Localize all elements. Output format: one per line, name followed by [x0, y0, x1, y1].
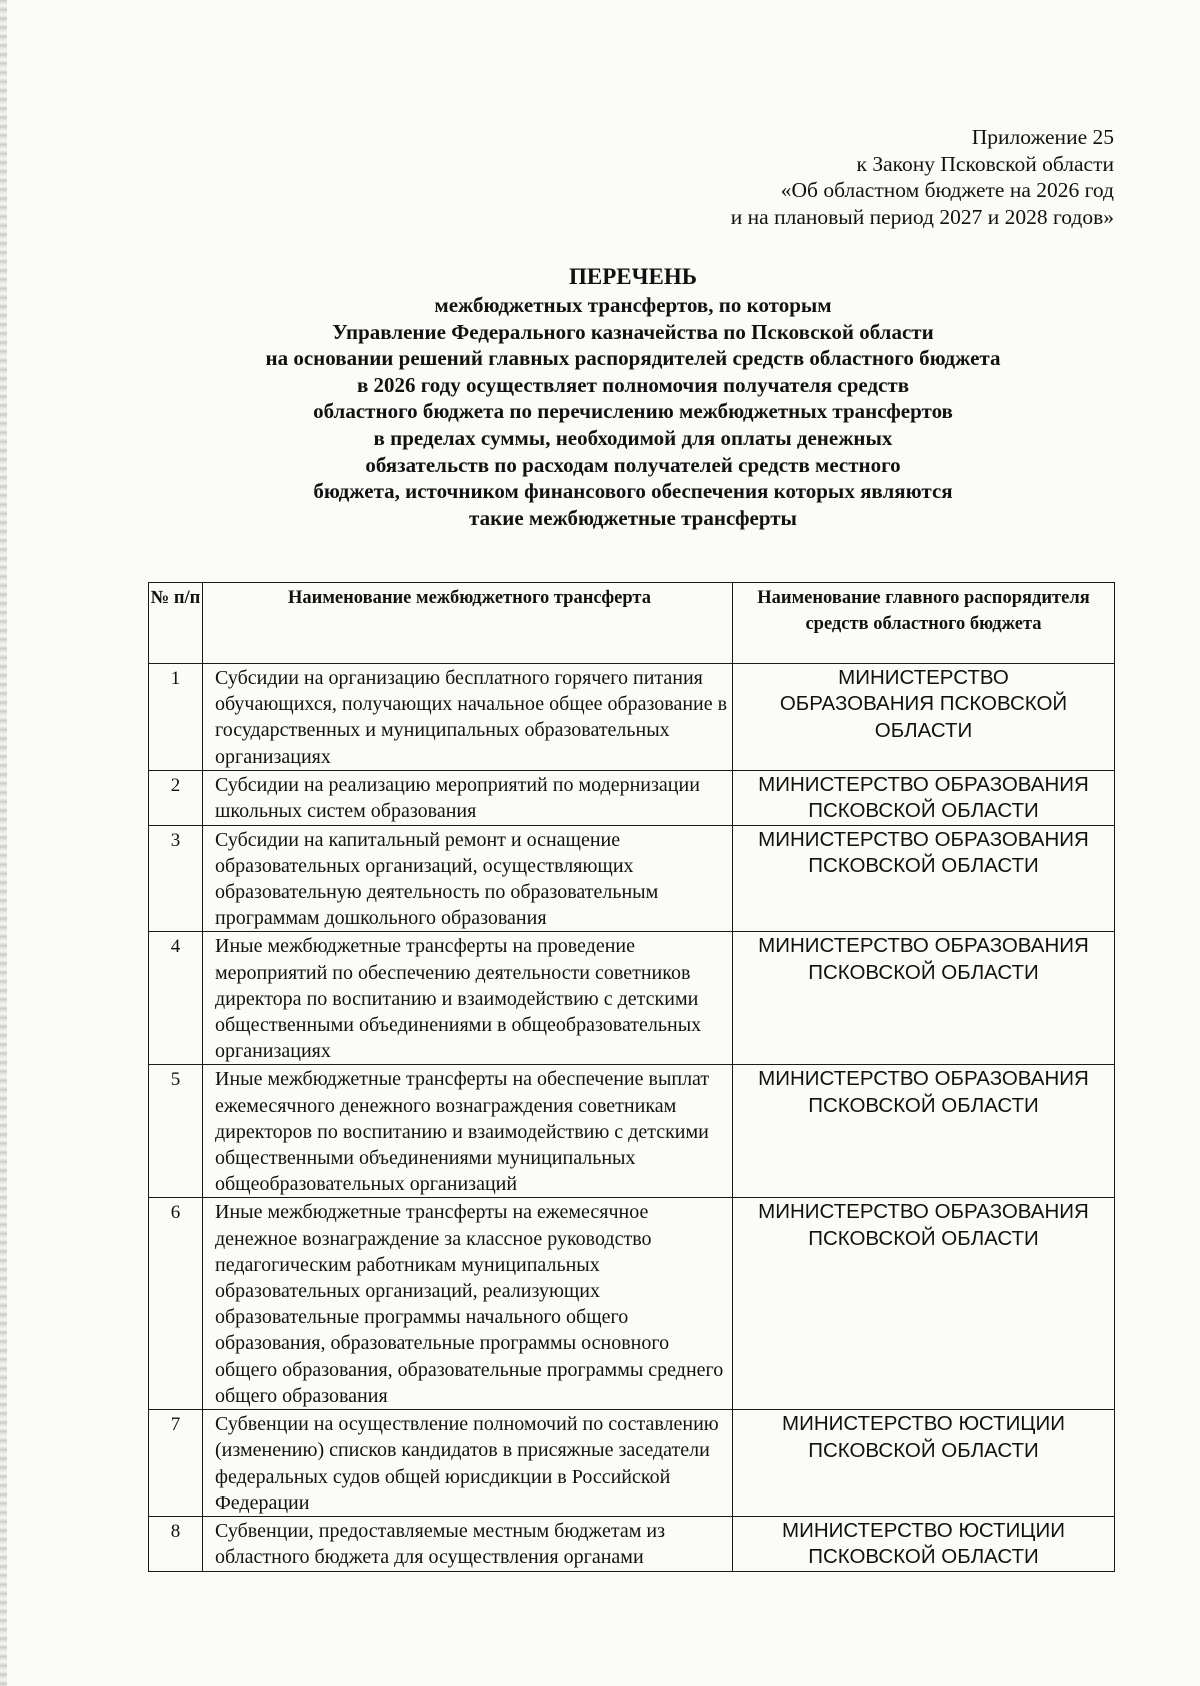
row-transfer-name: Субвенции на осуществление полномочий по составлению (изменению) списков кандидатов в присяжные заседатели федеральных судов общей юрисдикции в Российской Федерации [203, 1410, 733, 1517]
row-dept-name: МИНИСТЕРСТВО ОБРАЗОВАНИЯ ПСКОВСКОЙ ОБЛАСТИ [733, 770, 1115, 825]
scan-edge [0, 0, 7, 1686]
header-num: № п/п [149, 583, 203, 664]
header-dept-name: Наименование главного распорядителя средств областного бюджета [733, 583, 1115, 664]
row-dept-name: МИНИСТЕРСТВО ЮСТИЦИИ ПСКОВСКОЙ ОБЛАСТИ [733, 1410, 1115, 1517]
row-num: 8 [149, 1516, 203, 1571]
title-line: в 2026 году осуществляет полномочия получателя средств [356, 372, 910, 397]
document-title [148, 262, 1118, 531]
title-line: в пределах суммы, необходимой для оплаты денежных [373, 425, 893, 450]
table-header-row [149, 583, 1115, 664]
row-num: 3 [149, 825, 203, 932]
table-row [149, 825, 1115, 932]
row-transfer-name: Субсидии на капитальный ремонт и оснащение образовательных организаций, осуществляющих образовательную деятельность по образовательным программам дошкольного образования [203, 825, 733, 932]
row-dept-name: МИНИСТЕРСТВО ОБРАЗОВАНИЯ ПСКОВСКОЙ ОБЛАСТИ [733, 932, 1115, 1065]
row-transfer-name: Субсидии на реализацию мероприятий по модернизации школьных систем образования [203, 770, 733, 825]
row-transfer-name: Субвенции, предоставляемые местным бюджетам из областного бюджета для осуществления органами [203, 1516, 733, 1571]
title-line: обязательств по расходам получателей средств местного [365, 452, 901, 477]
appendix-line: «Об областном бюджете на 2026 год [780, 178, 1114, 202]
header-transfer-name: Наименование межбюджетного трансферта [203, 583, 733, 664]
row-num: 2 [149, 770, 203, 825]
row-transfer-name: Иные межбюджетные трансферты на ежемесячное денежное вознаграждение за классное руководство педагогическим работникам муниципальных образовательных организаций, реализующих образовательные программы начального общего образования, образовательные программы основного общего образования, образовательные программы среднего общего образования [203, 1198, 733, 1410]
title-line: областного бюджета по перечислению межбюджетных трансфертов [313, 399, 953, 424]
table-row [149, 932, 1115, 1065]
row-dept-name: МИНИСТЕРСТВО ОБРАЗОВАНИЯ ПСКОВСКОЙ ОБЛАСТИ [733, 825, 1115, 932]
row-num: 1 [149, 664, 203, 771]
appendix-line: и на плановый период 2027 и 2028 годов» [730, 204, 1114, 229]
row-dept-name: МИНИСТЕРСТВО ЮСТИЦИИ ПСКОВСКОЙ ОБЛАСТИ [733, 1516, 1115, 1571]
appendix-line: Приложение 25 [971, 125, 1114, 149]
table-row [149, 770, 1115, 825]
row-dept-name: МИНИСТЕРСТВО ОБРАЗОВАНИЯ ПСКОВСКОЙ ОБЛАСТИ [733, 1198, 1115, 1410]
row-transfer-name: Иные межбюджетные трансферты на проведение мероприятий по обеспечению деятельности советников директора по воспитанию и взаимодействию с детскими общественными объединениями в общеобразовательных организациях [203, 932, 733, 1065]
row-transfer-name: Субсидии на организацию бесплатного горячего питания обучающихся, получающих начальное общее образование в государственных и муниципальных образовательных организациях [203, 664, 733, 771]
row-transfer-name: Иные межбюджетные трансферты на обеспечение выплат ежемесячного денежного вознаграждения советникам директоров по воспитанию и взаимодействию с детскими общественными объединениями муниципальных общеобразовательных организаций [203, 1065, 733, 1198]
table-row [149, 664, 1115, 771]
title-main: ПЕРЕЧЕНЬ [569, 264, 697, 289]
row-num: 5 [149, 1065, 203, 1198]
title-line: такие межбюджетные трансферты [469, 505, 797, 530]
appendix-line: к Закону Псковской области [856, 151, 1114, 176]
transfers-table [148, 582, 1115, 1572]
table-row [149, 1410, 1115, 1517]
row-num: 4 [149, 932, 203, 1065]
row-dept-name: МИНИСТЕРСТВО ОБРАЗОВАНИЯ ПСКОВСКОЙ ОБЛАСТИ [733, 664, 1115, 771]
table-row [149, 1198, 1115, 1410]
title-line: на основании решений главных распорядителей средств областного бюджета [265, 346, 1001, 371]
table-row [149, 1516, 1115, 1571]
row-dept-name: МИНИСТЕРСТВО ОБРАЗОВАНИЯ ПСКОВСКОЙ ОБЛАСТИ [733, 1065, 1115, 1198]
row-num: 7 [149, 1410, 203, 1517]
appendix-note [731, 124, 1114, 230]
title-line: бюджета, источником финансового обеспечения которых являются [313, 479, 953, 504]
table-row [149, 1065, 1115, 1198]
title-line: межбюджетных трансфертов, по которым [434, 293, 832, 317]
row-num: 6 [149, 1198, 203, 1410]
title-line: Управление Федерального казначейства по Псковской области [332, 319, 934, 344]
